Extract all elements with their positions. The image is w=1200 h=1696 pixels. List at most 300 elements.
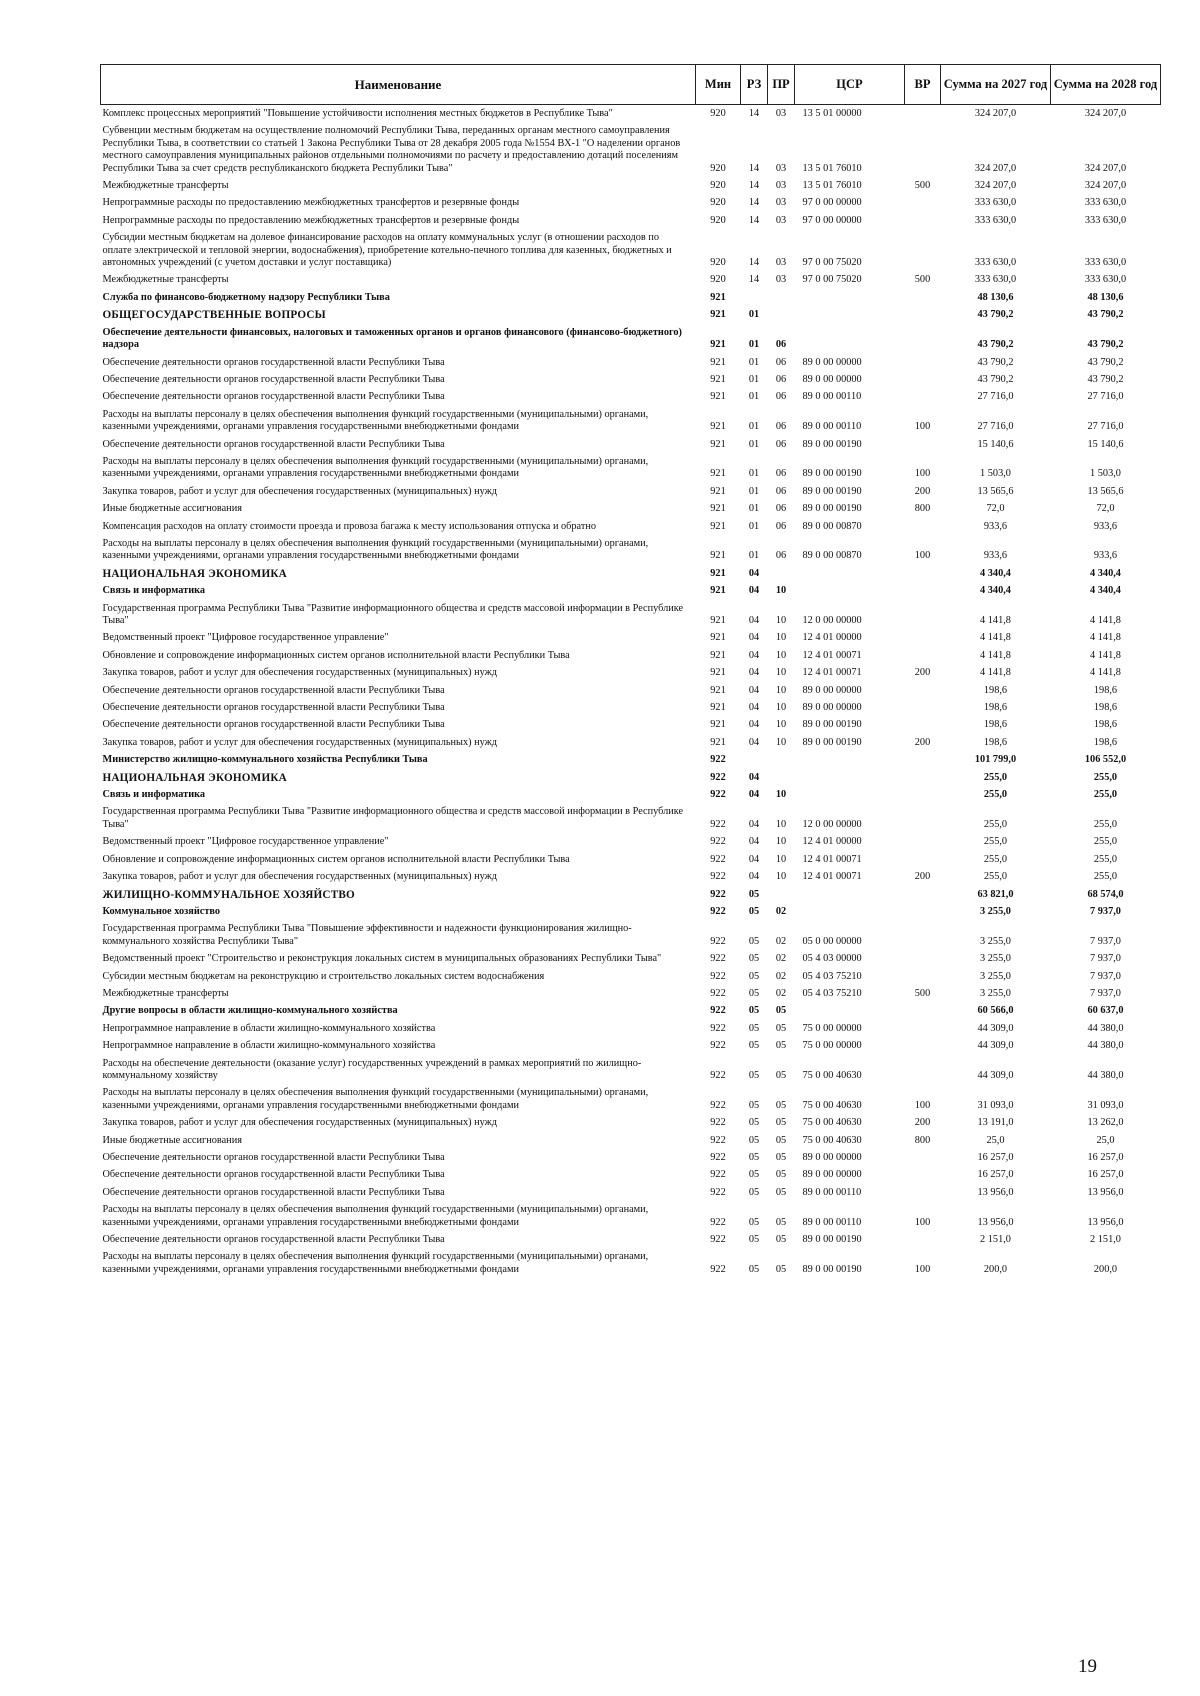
cell-sum-2027: 3 255,0 bbox=[980, 987, 1011, 999]
cell-pr: 10 bbox=[775, 684, 787, 696]
cell-name: Непрограммное направление в области жилищно-коммунального хозяйства bbox=[102, 1040, 436, 1052]
cell-name: Закупка товаров, работ и услуг для обеспечения государственных (муниципальных) нужд bbox=[102, 871, 497, 883]
cell-sum-2028: 15 140,6 bbox=[1087, 438, 1124, 450]
cell-min: 921 bbox=[710, 615, 726, 626]
header-sum-2028: Сумма на 2028 год bbox=[1051, 65, 1161, 105]
cell-csr: 89 0 00 00110 bbox=[802, 1216, 862, 1228]
cell-min: 921 bbox=[710, 520, 726, 532]
table-row bbox=[101, 833, 1161, 850]
cell-rz: 01 bbox=[748, 520, 760, 532]
cell-vr bbox=[905, 518, 941, 535]
cell-csr: 89 0 00 00190 bbox=[802, 503, 862, 515]
cell-pr: 10 bbox=[775, 615, 787, 626]
cell-pr: 06 bbox=[775, 485, 787, 497]
table-row bbox=[101, 903, 1161, 920]
cell-name: Коммунальное хозяйство bbox=[102, 905, 221, 917]
cell-min: 921 bbox=[710, 468, 726, 480]
cell-csr bbox=[795, 582, 905, 599]
cell-vr bbox=[905, 122, 941, 177]
cell-min: 922 bbox=[710, 1022, 726, 1034]
cell-rz: 14 bbox=[748, 214, 760, 226]
cell-vr bbox=[905, 1149, 941, 1166]
cell-pr: 10 bbox=[775, 736, 787, 748]
cell-csr: 75 0 00 00000 bbox=[802, 1040, 862, 1052]
cell-name: Ведомственный проект "Цифровое государственное управление" bbox=[102, 836, 389, 848]
table-row bbox=[101, 289, 1161, 306]
cell-min: 922 bbox=[710, 1186, 726, 1198]
cell-csr: 75 0 00 40630 bbox=[802, 1134, 862, 1146]
table-row bbox=[101, 453, 1161, 483]
cell-sum-2027: 101 799,0 bbox=[974, 754, 1017, 766]
cell-vr bbox=[905, 1231, 941, 1248]
cell-sum-2027: 72,0 bbox=[986, 503, 1005, 515]
cell-name: Обеспечение деятельности органов государственной власти Республики Тыва bbox=[102, 438, 445, 450]
cell-rz: 14 bbox=[748, 274, 760, 286]
cell-vr bbox=[905, 1166, 941, 1183]
cell-min: 922 bbox=[710, 1069, 726, 1081]
cell-sum-2028: 13 956,0 bbox=[1087, 1186, 1124, 1198]
table-row bbox=[101, 868, 1161, 885]
cell-vr bbox=[905, 600, 941, 630]
cell-rz: 05 bbox=[748, 1069, 760, 1081]
cell-min: 922 bbox=[710, 1169, 726, 1181]
cell-vr: 800 bbox=[914, 503, 931, 515]
cell-name: Обеспечение деятельности органов государственной власти Республики Тыва bbox=[102, 1234, 445, 1246]
cell-name: Обновление и сопровождение информационных систем органов исполнительной власти Республики Тыва bbox=[102, 853, 570, 865]
table-row bbox=[101, 985, 1161, 1002]
cell-min: 922 bbox=[710, 789, 726, 801]
cell-name: Закупка товаров, работ и услуг для обеспечения государственных (муниципальных) нужд bbox=[102, 1117, 497, 1129]
table-row bbox=[101, 483, 1161, 500]
cell-rz: 05 bbox=[748, 1152, 760, 1163]
cell-pr: 02 bbox=[775, 987, 787, 999]
cell-min: 922 bbox=[710, 1040, 726, 1052]
cell-vr bbox=[905, 212, 941, 229]
cell-rz: 14 bbox=[748, 180, 760, 192]
cell-csr: 97 0 00 00000 bbox=[802, 197, 862, 209]
table-row bbox=[101, 1002, 1161, 1019]
cell-rz: 04 bbox=[748, 771, 760, 783]
cell-sum-2027: 4 141,8 bbox=[980, 667, 1011, 679]
cell-rz: 04 bbox=[748, 585, 760, 597]
cell-vr bbox=[905, 716, 941, 733]
cell-name: Обеспечение деятельности органов государственной власти Республики Тыва bbox=[102, 1186, 445, 1198]
cell-pr: 10 bbox=[775, 632, 787, 644]
table-header bbox=[101, 65, 1161, 105]
cell-vr: 200 bbox=[914, 667, 931, 679]
cell-csr bbox=[795, 751, 905, 768]
cell-csr bbox=[795, 1002, 905, 1019]
table-row bbox=[101, 1166, 1161, 1183]
cell-vr bbox=[905, 647, 941, 664]
table-row bbox=[101, 716, 1161, 733]
cell-rz: 05 bbox=[748, 1099, 760, 1111]
cell-pr: 05 bbox=[775, 1263, 787, 1275]
cell-csr: 89 0 00 00000 bbox=[802, 702, 862, 714]
cell-pr: 05 bbox=[775, 1234, 787, 1246]
cell-sum-2028: 7 937,0 bbox=[1090, 905, 1121, 917]
table-row bbox=[101, 950, 1161, 967]
cell-csr: 75 0 00 40630 bbox=[802, 1069, 862, 1081]
cell-sum-2028: 4 141,8 bbox=[1090, 615, 1121, 626]
cell-pr: 03 bbox=[775, 197, 787, 209]
cell-sum-2028: 333 630,0 bbox=[1084, 257, 1127, 269]
table-row bbox=[101, 1201, 1161, 1231]
cell-sum-2027: 13 956,0 bbox=[977, 1186, 1014, 1198]
cell-csr: 89 0 00 00000 bbox=[802, 1152, 862, 1163]
table-row bbox=[101, 886, 1161, 903]
cell-vr bbox=[905, 769, 941, 786]
cell-vr bbox=[905, 903, 941, 920]
cell-pr: 10 bbox=[775, 667, 787, 679]
cell-sum-2027: 4 141,8 bbox=[980, 615, 1011, 626]
cell-rz: 01 bbox=[748, 309, 760, 321]
table-row bbox=[101, 535, 1161, 565]
cell-pr: 05 bbox=[775, 1040, 787, 1052]
cell-min: 921 bbox=[710, 309, 726, 321]
cell-csr: 05 0 00 00000 bbox=[802, 935, 862, 947]
cell-name: Субсидии местным бюджетам на реконструкцию и строительство локальных систем водоснабжения bbox=[102, 970, 545, 982]
cell-rz: 01 bbox=[748, 503, 760, 515]
cell-csr: 05 4 03 00000 bbox=[802, 953, 862, 965]
cell-csr bbox=[795, 289, 905, 306]
cell-pr bbox=[768, 751, 795, 768]
cell-name: Расходы на выплаты персоналу в целях обеспечения выполнения функций государственными (муниципальными) органами, казенными учреждениями, органами управления государственными внебюджетными фондами bbox=[102, 1251, 649, 1275]
cell-rz: 01 bbox=[748, 391, 760, 403]
cell-sum-2027: 3 255,0 bbox=[980, 970, 1011, 982]
table-row bbox=[101, 699, 1161, 716]
cell-rz: 01 bbox=[748, 550, 760, 562]
cell-sum-2028: 4 340,4 bbox=[1090, 585, 1121, 597]
cell-sum-2027: 27 716,0 bbox=[977, 391, 1014, 403]
cell-vr: 100 bbox=[914, 468, 931, 480]
cell-rz: 05 bbox=[748, 953, 760, 965]
cell-pr: 06 bbox=[775, 373, 787, 385]
table-row bbox=[101, 920, 1161, 950]
cell-min: 922 bbox=[710, 987, 726, 999]
cell-name: Обеспечение деятельности органов государственной власти Республики Тыва bbox=[102, 1169, 445, 1181]
cell-min: 922 bbox=[710, 1099, 726, 1111]
cell-name: Министерство жилищно-коммунального хозяйства Республики Тыва bbox=[102, 754, 428, 766]
cell-sum-2028: 200,0 bbox=[1093, 1263, 1118, 1275]
cell-csr: 12 4 01 00071 bbox=[802, 853, 862, 865]
cell-rz: 05 bbox=[748, 905, 760, 917]
cell-rz: 04 bbox=[748, 632, 760, 644]
cell-rz: 05 bbox=[748, 1117, 760, 1129]
cell-sum-2028: 333 630,0 bbox=[1084, 214, 1127, 226]
cell-sum-2028: 43 790,2 bbox=[1087, 356, 1124, 368]
cell-pr: 06 bbox=[775, 520, 787, 532]
cell-sum-2028: 324 207,0 bbox=[1084, 162, 1127, 174]
cell-sum-2028: 198,6 bbox=[1093, 702, 1118, 714]
cell-sum-2028: 255,0 bbox=[1093, 771, 1118, 783]
cell-csr: 13 5 01 00000 bbox=[802, 108, 862, 119]
cell-vr bbox=[905, 1037, 941, 1054]
table-row bbox=[101, 177, 1161, 194]
cell-sum-2027: 4 340,4 bbox=[980, 567, 1011, 579]
cell-min: 921 bbox=[710, 356, 726, 368]
cell-vr bbox=[905, 920, 941, 950]
cell-name: Обеспечение деятельности органов государственной власти Республики Тыва bbox=[102, 1152, 445, 1163]
cell-min: 921 bbox=[710, 702, 726, 714]
cell-rz: 01 bbox=[748, 438, 760, 450]
cell-sum-2027: 3 255,0 bbox=[980, 953, 1011, 965]
cell-vr bbox=[905, 699, 941, 716]
cell-name: Государственная программа Республики Тыва "Повышение эффективности и надежности функционирования жилищно-коммунального хозяйства Республики Тыва" bbox=[102, 923, 632, 947]
cell-sum-2027: 255,0 bbox=[983, 789, 1008, 801]
table-row bbox=[101, 194, 1161, 211]
cell-csr: 89 0 00 00190 bbox=[802, 438, 862, 450]
cell-pr: 06 bbox=[775, 339, 787, 351]
cell-vr bbox=[905, 1020, 941, 1037]
cell-rz: 04 bbox=[748, 789, 760, 801]
cell-csr: 12 4 01 00071 bbox=[802, 667, 862, 679]
cell-min: 921 bbox=[710, 421, 726, 433]
cell-sum-2028: 106 552,0 bbox=[1084, 754, 1127, 766]
cell-sum-2027: 255,0 bbox=[983, 771, 1008, 783]
cell-vr: 100 bbox=[914, 1216, 931, 1228]
cell-name: Расходы на выплаты персоналу в целях обеспечения выполнения функций государственными (муниципальными) органами, казенными учреждениями, органами управления государственными внебюджетными фондами bbox=[102, 537, 649, 562]
cell-sum-2027: 43 790,2 bbox=[977, 339, 1014, 351]
cell-sum-2028: 7 937,0 bbox=[1090, 987, 1121, 999]
cell-pr bbox=[768, 769, 795, 786]
cell-sum-2028: 933,6 bbox=[1093, 550, 1118, 562]
cell-sum-2027: 255,0 bbox=[983, 818, 1008, 830]
cell-sum-2028: 44 380,0 bbox=[1087, 1069, 1124, 1081]
header-rz: РЗ bbox=[741, 65, 768, 105]
cell-sum-2027: 44 309,0 bbox=[977, 1069, 1014, 1081]
cell-vr bbox=[905, 436, 941, 453]
cell-min: 921 bbox=[710, 438, 726, 450]
cell-sum-2027: 44 309,0 bbox=[977, 1040, 1014, 1052]
cell-rz: 05 bbox=[748, 1216, 760, 1228]
cell-name: Иные бюджетные ассигнования bbox=[102, 1134, 242, 1146]
cell-name: Обеспечение деятельности органов государственной власти Республики Тыва bbox=[102, 391, 445, 403]
cell-min: 920 bbox=[710, 180, 726, 192]
cell-name: Субвенции местным бюджетам на осуществление полномочий Республики Тыва, переданных органам местного самоуправления Республики Тыва, в соответствии со статьей 1 Закона Республики Тыва от 28 декабря 2005 года №1554 ВХ-1 "О наделении органов местного самоуправления муниципальных районов отдельными полномочиями по расчету и предоставлению дотаций поселениям Республики Тыва за счет средств республиканского бюджета Республики Тыва" bbox=[102, 125, 681, 174]
cell-pr: 03 bbox=[775, 108, 787, 119]
cell-vr: 200 bbox=[914, 1117, 931, 1129]
cell-sum-2028: 60 637,0 bbox=[1087, 1005, 1124, 1017]
budget-table bbox=[100, 64, 1161, 1278]
cell-sum-2027: 255,0 bbox=[983, 871, 1008, 883]
cell-vr bbox=[905, 968, 941, 985]
cell-sum-2027: 255,0 bbox=[983, 853, 1008, 865]
cell-rz: 14 bbox=[748, 257, 760, 269]
cell-sum-2028: 198,6 bbox=[1093, 719, 1118, 731]
cell-sum-2027: 31 093,0 bbox=[977, 1099, 1014, 1111]
cell-sum-2027: 198,6 bbox=[983, 684, 1008, 696]
cell-pr: 05 bbox=[775, 1152, 787, 1163]
cell-name: Непрограммные расходы по предоставлению межбюджетных трансфертов и резервные фонды bbox=[102, 214, 520, 226]
cell-name: Обеспечение деятельности органов государственной власти Республики Тыва bbox=[102, 719, 445, 731]
cell-sum-2027: 63 821,0 bbox=[977, 888, 1014, 900]
cell-sum-2027: 4 340,4 bbox=[980, 585, 1011, 597]
cell-pr: 10 bbox=[775, 836, 787, 848]
cell-min: 921 bbox=[710, 503, 726, 515]
cell-csr: 89 0 00 00000 bbox=[802, 684, 862, 696]
cell-csr: 89 0 00 00110 bbox=[802, 391, 862, 403]
cell-name: ЖИЛИЩНО-КОММУНАЛЬНОЕ ХОЗЯЙСТВО bbox=[102, 888, 355, 901]
cell-min: 922 bbox=[710, 871, 726, 883]
cell-pr: 05 bbox=[775, 1069, 787, 1081]
cell-min: 922 bbox=[710, 1117, 726, 1129]
cell-name: Межбюджетные трансферты bbox=[102, 180, 229, 192]
cell-sum-2028: 4 340,4 bbox=[1090, 567, 1121, 579]
table-row bbox=[101, 1055, 1161, 1085]
table-row bbox=[101, 803, 1161, 833]
cell-min: 921 bbox=[710, 719, 726, 731]
header-csr: ЦСР bbox=[795, 65, 905, 105]
cell-min: 922 bbox=[710, 836, 726, 848]
cell-vr bbox=[905, 229, 941, 271]
cell-pr: 10 bbox=[775, 702, 787, 714]
cell-rz: 05 bbox=[748, 1263, 760, 1275]
cell-name: Связь и информатика bbox=[102, 585, 206, 597]
cell-sum-2027: 16 257,0 bbox=[977, 1152, 1014, 1163]
cell-pr: 10 bbox=[775, 649, 787, 661]
cell-min: 920 bbox=[710, 257, 726, 269]
cell-vr bbox=[905, 851, 941, 868]
cell-min: 922 bbox=[710, 853, 726, 865]
cell-name: Обеспечение деятельности органов государственной власти Республики Тыва bbox=[102, 702, 445, 714]
cell-sum-2027: 43 790,2 bbox=[977, 309, 1014, 321]
cell-csr: 89 0 00 00190 bbox=[802, 1234, 862, 1246]
cell-sum-2028: 13 262,0 bbox=[1087, 1117, 1124, 1129]
cell-sum-2027: 3 255,0 bbox=[980, 905, 1011, 917]
cell-rz: 04 bbox=[748, 871, 760, 883]
cell-csr bbox=[795, 886, 905, 903]
cell-sum-2027: 333 630,0 bbox=[974, 214, 1017, 226]
cell-csr: 89 0 00 00110 bbox=[802, 1186, 862, 1198]
cell-sum-2027: 333 630,0 bbox=[974, 197, 1017, 209]
cell-vr bbox=[905, 682, 941, 699]
cell-rz: 05 bbox=[748, 1234, 760, 1246]
cell-rz: 04 bbox=[748, 567, 760, 579]
table-row bbox=[101, 212, 1161, 229]
cell-pr: 10 bbox=[775, 719, 787, 731]
cell-rz: 04 bbox=[748, 853, 760, 865]
cell-vr bbox=[905, 388, 941, 405]
cell-vr: 200 bbox=[914, 736, 931, 748]
header-sum-2027: Сумма на 2027 год bbox=[941, 65, 1051, 105]
cell-csr: 12 4 01 00000 bbox=[802, 836, 862, 848]
cell-csr: 75 0 00 00000 bbox=[802, 1022, 862, 1034]
cell-pr: 10 bbox=[775, 789, 787, 801]
cell-min: 922 bbox=[710, 953, 726, 965]
header-min: Мин bbox=[696, 65, 741, 105]
cell-min: 920 bbox=[710, 108, 726, 119]
cell-name: Закупка товаров, работ и услуг для обеспечения государственных (муниципальных) нужд bbox=[102, 485, 497, 497]
cell-sum-2028: 43 790,2 bbox=[1087, 339, 1124, 351]
cell-rz: 04 bbox=[748, 702, 760, 714]
cell-vr: 500 bbox=[914, 987, 931, 999]
cell-vr: 500 bbox=[914, 274, 931, 286]
cell-sum-2028: 13 956,0 bbox=[1087, 1216, 1124, 1228]
cell-name: Обновление и сопровождение информационных систем органов исполнительной власти Республики Тыва bbox=[102, 649, 570, 661]
cell-min: 921 bbox=[710, 391, 726, 403]
cell-name: Расходы на выплаты персоналу в целях обеспечения выполнения функций государственными (муниципальными) органами, казенными учреждениями, органами управления государственными внебюджетными фондами bbox=[102, 455, 649, 480]
cell-sum-2028: 25,0 bbox=[1096, 1134, 1115, 1146]
cell-pr: 06 bbox=[775, 438, 787, 450]
cell-pr: 05 bbox=[775, 1186, 787, 1198]
cell-sum-2027: 324 207,0 bbox=[974, 180, 1017, 192]
cell-rz: 04 bbox=[748, 667, 760, 679]
table-row bbox=[101, 851, 1161, 868]
cell-name: Закупка товаров, работ и услуг для обеспечения государственных (муниципальных) нужд bbox=[102, 736, 497, 748]
cell-name: Непрограммное направление в области жилищно-коммунального хозяйства bbox=[102, 1022, 436, 1034]
cell-sum-2028: 43 790,2 bbox=[1087, 373, 1124, 385]
cell-sum-2028: 7 937,0 bbox=[1090, 970, 1121, 982]
cell-name: Обеспечение деятельности органов государственной власти Республики Тыва bbox=[102, 684, 445, 696]
cell-name: Ведомственный проект "Строительство и реконструкция локальных систем в муниципальных образованиях Республики Тыва" bbox=[102, 953, 662, 965]
cell-rz: 01 bbox=[748, 421, 760, 433]
table-row bbox=[101, 354, 1161, 371]
cell-name: Служба по финансово-бюджетному надзору Республики Тыва bbox=[102, 291, 390, 303]
cell-sum-2027: 4 141,8 bbox=[980, 632, 1011, 644]
cell-min: 921 bbox=[710, 649, 726, 661]
cell-min: 921 bbox=[710, 485, 726, 497]
cell-csr: 89 0 00 00000 bbox=[802, 1169, 862, 1181]
cell-sum-2028: 324 207,0 bbox=[1084, 108, 1127, 119]
cell-rz: 04 bbox=[748, 818, 760, 830]
cell-sum-2027: 48 130,6 bbox=[977, 291, 1014, 303]
cell-vr bbox=[905, 194, 941, 211]
cell-min: 921 bbox=[710, 585, 726, 597]
cell-rz: 05 bbox=[748, 935, 760, 947]
table-row bbox=[101, 1149, 1161, 1166]
cell-rz: 05 bbox=[748, 1186, 760, 1198]
cell-name: Связь и информатика bbox=[102, 789, 206, 801]
cell-pr: 03 bbox=[775, 274, 787, 286]
cell-min: 922 bbox=[710, 1216, 726, 1228]
cell-rz: 05 bbox=[748, 1169, 760, 1181]
cell-name: Обеспечение деятельности финансовых, налоговых и таможенных органов и органов финансового (финансово-бюджетного) надзора bbox=[102, 326, 682, 351]
cell-sum-2027: 13 565,6 bbox=[977, 485, 1014, 497]
cell-name: НАЦИОНАЛЬНАЯ ЭКОНОМИКА bbox=[102, 771, 287, 784]
cell-csr: 89 0 00 00000 bbox=[802, 356, 862, 368]
table-row bbox=[101, 500, 1161, 517]
cell-csr: 89 0 00 00190 bbox=[802, 1263, 862, 1275]
cell-csr: 12 0 00 00000 bbox=[802, 615, 862, 626]
cell-csr: 89 0 00 00190 bbox=[802, 485, 862, 497]
page-number: 19 bbox=[1078, 1656, 1097, 1677]
cell-sum-2028: 72,0 bbox=[1096, 503, 1115, 515]
cell-name: Ведомственный проект "Цифровое государственное управление" bbox=[102, 632, 389, 644]
cell-rz: 14 bbox=[748, 108, 760, 119]
cell-sum-2027: 4 141,8 bbox=[980, 649, 1011, 661]
cell-sum-2028: 255,0 bbox=[1093, 818, 1118, 830]
table-row bbox=[101, 324, 1161, 354]
table-row bbox=[101, 786, 1161, 803]
table-row bbox=[101, 1184, 1161, 1201]
cell-name: Обеспечение деятельности органов государственной власти Республики Тыва bbox=[102, 373, 445, 385]
table-row bbox=[101, 664, 1161, 681]
cell-csr bbox=[795, 324, 905, 354]
cell-sum-2027: 1 503,0 bbox=[980, 468, 1011, 480]
cell-min: 922 bbox=[710, 905, 726, 917]
cell-rz: 04 bbox=[748, 615, 760, 626]
cell-csr: 89 0 00 00870 bbox=[802, 550, 862, 562]
cell-pr bbox=[768, 886, 795, 903]
table-row bbox=[101, 388, 1161, 405]
table-row bbox=[101, 271, 1161, 288]
cell-pr: 05 bbox=[775, 1117, 787, 1129]
cell-min: 922 bbox=[710, 771, 726, 783]
cell-min: 921 bbox=[710, 736, 726, 748]
cell-min: 920 bbox=[710, 197, 726, 209]
cell-min: 921 bbox=[710, 567, 726, 579]
